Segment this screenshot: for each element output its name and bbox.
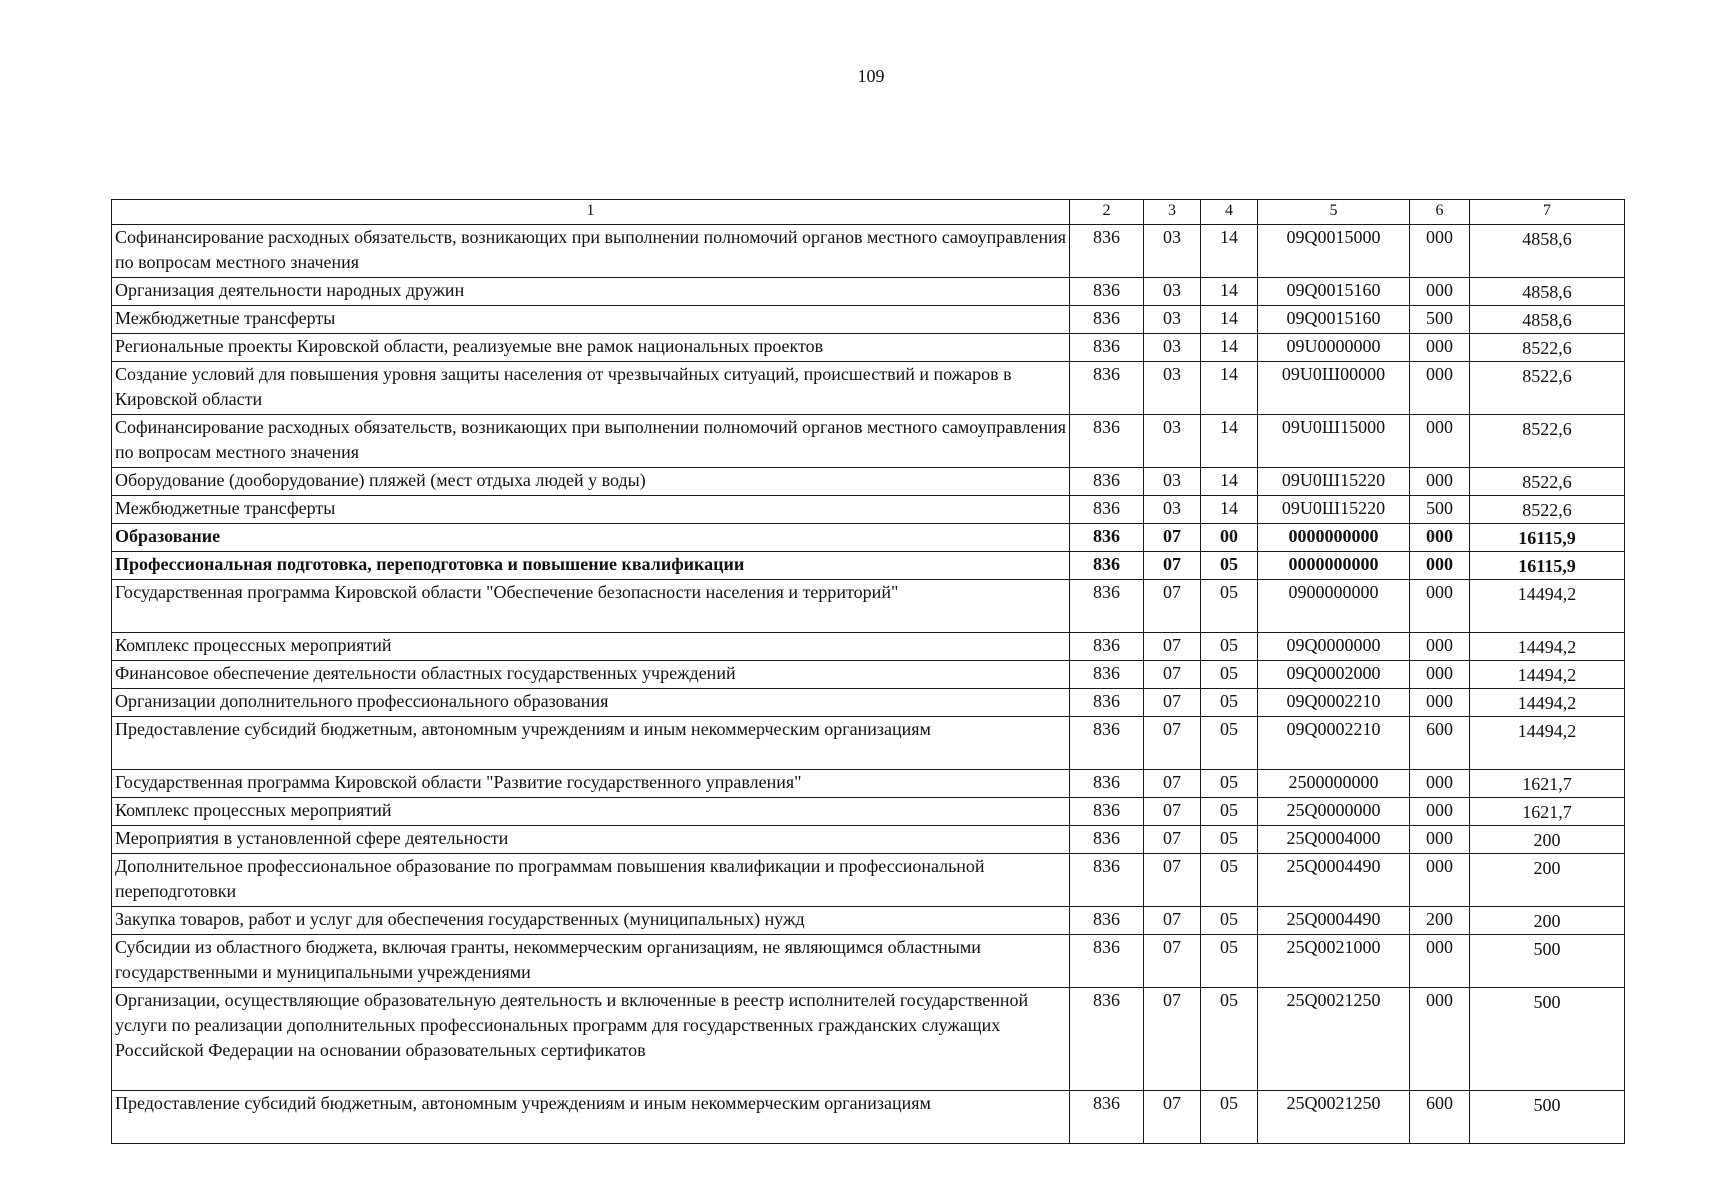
row-cell-3: 07 bbox=[1144, 1091, 1201, 1144]
table-row bbox=[112, 225, 1625, 278]
row-cell-5: 25Q0021000 bbox=[1258, 935, 1410, 988]
row-cell-6: 000 bbox=[1410, 468, 1470, 496]
row-cell-5: 25Q0004490 bbox=[1258, 907, 1410, 935]
table-row bbox=[112, 717, 1625, 770]
table-row bbox=[112, 334, 1625, 362]
table-row bbox=[112, 1091, 1625, 1144]
table-row bbox=[112, 415, 1625, 468]
row-name-cell: Дополнительное профессиональное образование по программам повышения квалификации и профессиональной переподготовки bbox=[112, 854, 1070, 907]
row-cell-6: 200 bbox=[1410, 907, 1470, 935]
row-cell-4: 14 bbox=[1201, 225, 1258, 278]
row-cell-5: 09Q0015160 bbox=[1258, 306, 1410, 334]
row-cell-4: 05 bbox=[1201, 552, 1258, 580]
row-cell-3: 03 bbox=[1144, 468, 1201, 496]
row-name-cell: Межбюджетные трансферты bbox=[112, 306, 1070, 334]
row-cell-3: 07 bbox=[1144, 770, 1201, 798]
row-cell-3: 07 bbox=[1144, 524, 1201, 552]
row-cell-2: 836 bbox=[1070, 552, 1144, 580]
row-cell-2: 836 bbox=[1070, 334, 1144, 362]
row-amount-cell: 14494,2 bbox=[1470, 689, 1625, 717]
row-cell-2: 836 bbox=[1070, 907, 1144, 935]
row-cell-5: 09Q0015000 bbox=[1258, 225, 1410, 278]
row-cell-3: 07 bbox=[1144, 826, 1201, 854]
row-cell-2: 836 bbox=[1070, 826, 1144, 854]
row-name-cell: Организации, осуществляющие образовательную деятельность и включенные в реестр исполнителей государственной услуги по реализации дополнительных профессиональных программ для государственных гражданских служащих Российской Федерации на основании образовательных сертификатов bbox=[112, 988, 1070, 1091]
row-cell-3: 07 bbox=[1144, 988, 1201, 1091]
row-amount-cell: 14494,2 bbox=[1470, 580, 1625, 633]
row-cell-2: 836 bbox=[1070, 225, 1144, 278]
row-name-cell: Образование bbox=[112, 524, 1070, 552]
column-header-3: 3 bbox=[1144, 200, 1201, 225]
row-name-cell: Межбюджетные трансферты bbox=[112, 496, 1070, 524]
row-cell-2: 836 bbox=[1070, 717, 1144, 770]
table-row bbox=[112, 907, 1625, 935]
row-cell-3: 07 bbox=[1144, 580, 1201, 633]
page-number: 109 bbox=[857, 66, 885, 86]
row-cell-6: 000 bbox=[1410, 798, 1470, 826]
row-cell-4: 14 bbox=[1201, 468, 1258, 496]
row-cell-5: 25Q0021250 bbox=[1258, 1091, 1410, 1144]
row-cell-4: 14 bbox=[1201, 415, 1258, 468]
row-name-cell: Региональные проекты Кировской области, реализуемые вне рамок национальных проектов bbox=[112, 334, 1070, 362]
column-header-2: 2 bbox=[1070, 200, 1144, 225]
column-header-1: 1 bbox=[112, 200, 1070, 225]
row-amount-cell: 14494,2 bbox=[1470, 717, 1625, 770]
row-cell-2: 836 bbox=[1070, 524, 1144, 552]
row-name-cell: Мероприятия в установленной сфере деятельности bbox=[112, 826, 1070, 854]
row-cell-2: 836 bbox=[1070, 415, 1144, 468]
row-cell-6: 000 bbox=[1410, 826, 1470, 854]
row-cell-2: 836 bbox=[1070, 854, 1144, 907]
row-name-cell: Комплекс процессных мероприятий bbox=[112, 798, 1070, 826]
row-amount-cell: 500 bbox=[1470, 1091, 1625, 1144]
row-cell-4: 05 bbox=[1201, 580, 1258, 633]
row-cell-5: 0900000000 bbox=[1258, 580, 1410, 633]
row-cell-2: 836 bbox=[1070, 306, 1144, 334]
row-cell-6: 000 bbox=[1410, 854, 1470, 907]
column-header-4: 4 bbox=[1201, 200, 1258, 225]
row-cell-5: 09Q0000000 bbox=[1258, 633, 1410, 661]
row-cell-2: 836 bbox=[1070, 1091, 1144, 1144]
table-row bbox=[112, 362, 1625, 415]
table-row bbox=[112, 935, 1625, 988]
row-cell-6: 000 bbox=[1410, 552, 1470, 580]
row-cell-6: 600 bbox=[1410, 1091, 1470, 1144]
row-cell-3: 07 bbox=[1144, 854, 1201, 907]
table-row bbox=[112, 826, 1625, 854]
row-amount-cell: 4858,6 bbox=[1470, 225, 1625, 278]
row-cell-3: 03 bbox=[1144, 278, 1201, 306]
row-name-cell: Софинансирование расходных обязательств, возникающих при выполнении полномочий органов местного самоуправления по вопросам местного значения bbox=[112, 225, 1070, 278]
row-name-cell: Государственная программа Кировской области "Развитие государственного управления" bbox=[112, 770, 1070, 798]
row-name-cell: Предоставление субсидий бюджетным, автономным учреждениям и иным некоммерческим организациям bbox=[112, 1091, 1070, 1144]
row-cell-3: 07 bbox=[1144, 689, 1201, 717]
row-cell-4: 05 bbox=[1201, 661, 1258, 689]
row-cell-4: 05 bbox=[1201, 717, 1258, 770]
row-amount-cell: 200 bbox=[1470, 854, 1625, 907]
row-cell-3: 03 bbox=[1144, 225, 1201, 278]
row-cell-5: 25Q0000000 bbox=[1258, 798, 1410, 826]
table-row bbox=[112, 496, 1625, 524]
row-amount-cell: 200 bbox=[1470, 907, 1625, 935]
table-row bbox=[112, 552, 1625, 580]
row-amount-cell: 4858,6 bbox=[1470, 306, 1625, 334]
row-amount-cell: 500 bbox=[1470, 935, 1625, 988]
row-amount-cell: 8522,6 bbox=[1470, 468, 1625, 496]
row-cell-4: 14 bbox=[1201, 278, 1258, 306]
row-cell-3: 07 bbox=[1144, 935, 1201, 988]
row-cell-2: 836 bbox=[1070, 689, 1144, 717]
row-cell-5: 09U0Ш15000 bbox=[1258, 415, 1410, 468]
row-cell-4: 14 bbox=[1201, 334, 1258, 362]
row-cell-6: 000 bbox=[1410, 633, 1470, 661]
row-cell-5: 09Q0002210 bbox=[1258, 717, 1410, 770]
row-cell-2: 836 bbox=[1070, 661, 1144, 689]
table-row bbox=[112, 306, 1625, 334]
row-cell-3: 03 bbox=[1144, 362, 1201, 415]
row-amount-cell: 1621,7 bbox=[1470, 770, 1625, 798]
row-name-cell: Организации дополнительного профессионального образования bbox=[112, 689, 1070, 717]
row-cell-3: 07 bbox=[1144, 633, 1201, 661]
row-cell-5: 09U0000000 bbox=[1258, 334, 1410, 362]
row-cell-6: 000 bbox=[1410, 580, 1470, 633]
row-amount-cell: 500 bbox=[1470, 988, 1625, 1091]
row-cell-2: 836 bbox=[1070, 770, 1144, 798]
row-name-cell: Создание условий для повышения уровня защиты населения от чрезвычайных ситуаций, происшествий и пожаров в Кировской области bbox=[112, 362, 1070, 415]
row-cell-5: 2500000000 bbox=[1258, 770, 1410, 798]
row-cell-6: 000 bbox=[1410, 770, 1470, 798]
row-cell-2: 836 bbox=[1070, 633, 1144, 661]
row-cell-4: 05 bbox=[1201, 798, 1258, 826]
row-cell-3: 03 bbox=[1144, 334, 1201, 362]
budget-table bbox=[111, 199, 1625, 1144]
row-cell-5: 09Q0015160 bbox=[1258, 278, 1410, 306]
row-cell-5: 09Q0002210 bbox=[1258, 689, 1410, 717]
row-cell-4: 14 bbox=[1201, 306, 1258, 334]
row-cell-5: 0000000000 bbox=[1258, 552, 1410, 580]
row-cell-5: 25Q0021250 bbox=[1258, 988, 1410, 1091]
row-cell-5: 0000000000 bbox=[1258, 524, 1410, 552]
row-cell-3: 03 bbox=[1144, 415, 1201, 468]
row-amount-cell: 1621,7 bbox=[1470, 798, 1625, 826]
row-cell-3: 07 bbox=[1144, 661, 1201, 689]
row-cell-5: 09U0Ш00000 bbox=[1258, 362, 1410, 415]
row-cell-4: 05 bbox=[1201, 689, 1258, 717]
row-name-cell: Комплекс процессных мероприятий bbox=[112, 633, 1070, 661]
row-cell-6: 000 bbox=[1410, 362, 1470, 415]
row-cell-2: 836 bbox=[1070, 935, 1144, 988]
row-cell-6: 000 bbox=[1410, 988, 1470, 1091]
column-header-6: 6 bbox=[1410, 200, 1470, 225]
row-cell-4: 00 bbox=[1201, 524, 1258, 552]
row-cell-6: 500 bbox=[1410, 496, 1470, 524]
row-cell-3: 03 bbox=[1144, 306, 1201, 334]
row-name-cell: Оборудование (дооборудование) пляжей (мест отдыха людей у воды) bbox=[112, 468, 1070, 496]
row-cell-4: 05 bbox=[1201, 935, 1258, 988]
table-row bbox=[112, 798, 1625, 826]
row-cell-4: 14 bbox=[1201, 496, 1258, 524]
table-row bbox=[112, 770, 1625, 798]
row-cell-4: 05 bbox=[1201, 988, 1258, 1091]
row-name-cell: Субсидии из областного бюджета, включая гранты, некоммерческим организациям, не являющимся областными государственными и муниципальными учреждениями bbox=[112, 935, 1070, 988]
row-cell-5: 09U0Ш15220 bbox=[1258, 468, 1410, 496]
row-amount-cell: 14494,2 bbox=[1470, 661, 1625, 689]
column-header-5: 5 bbox=[1258, 200, 1410, 225]
table-row bbox=[112, 854, 1625, 907]
row-cell-4: 05 bbox=[1201, 826, 1258, 854]
row-name-cell: Государственная программа Кировской области "Обеспечение безопасности населения и территорий" bbox=[112, 580, 1070, 633]
row-name-cell: Финансовое обеспечение деятельности областных государственных учреждений bbox=[112, 661, 1070, 689]
row-cell-3: 07 bbox=[1144, 552, 1201, 580]
row-amount-cell: 8522,6 bbox=[1470, 496, 1625, 524]
table-row bbox=[112, 689, 1625, 717]
row-cell-3: 07 bbox=[1144, 798, 1201, 826]
row-cell-4: 05 bbox=[1201, 1091, 1258, 1144]
row-cell-4: 05 bbox=[1201, 770, 1258, 798]
table-row bbox=[112, 988, 1625, 1091]
row-cell-6: 000 bbox=[1410, 225, 1470, 278]
row-cell-6: 000 bbox=[1410, 415, 1470, 468]
row-cell-2: 836 bbox=[1070, 798, 1144, 826]
header-row bbox=[112, 200, 1625, 225]
row-amount-cell: 16115,9 bbox=[1470, 524, 1625, 552]
row-amount-cell: 200 bbox=[1470, 826, 1625, 854]
row-cell-2: 836 bbox=[1070, 988, 1144, 1091]
row-amount-cell: 8522,6 bbox=[1470, 415, 1625, 468]
row-cell-2: 836 bbox=[1070, 278, 1144, 306]
row-name-cell: Профессиональная подготовка, переподготовка и повышение квалификации bbox=[112, 552, 1070, 580]
row-cell-5: 25Q0004490 bbox=[1258, 854, 1410, 907]
row-name-cell: Софинансирование расходных обязательств, возникающих при выполнении полномочий органов местного самоуправления по вопросам местного значения bbox=[112, 415, 1070, 468]
row-cell-4: 05 bbox=[1201, 854, 1258, 907]
table-row bbox=[112, 278, 1625, 306]
table-row bbox=[112, 524, 1625, 552]
row-cell-4: 05 bbox=[1201, 907, 1258, 935]
row-cell-4: 14 bbox=[1201, 362, 1258, 415]
table-row bbox=[112, 580, 1625, 633]
row-amount-cell: 8522,6 bbox=[1470, 334, 1625, 362]
table-row bbox=[112, 633, 1625, 661]
row-cell-6: 600 bbox=[1410, 717, 1470, 770]
row-cell-6: 000 bbox=[1410, 524, 1470, 552]
row-cell-6: 000 bbox=[1410, 661, 1470, 689]
row-amount-cell: 16115,9 bbox=[1470, 552, 1625, 580]
row-name-cell: Предоставление субсидий бюджетным, автономным учреждениям и иным некоммерческим организациям bbox=[112, 717, 1070, 770]
row-amount-cell: 14494,2 bbox=[1470, 633, 1625, 661]
table-row bbox=[112, 468, 1625, 496]
column-header-7: 7 bbox=[1470, 200, 1625, 225]
row-cell-6: 000 bbox=[1410, 689, 1470, 717]
row-name-cell: Организация деятельности народных дружин bbox=[112, 278, 1070, 306]
row-cell-5: 25Q0004000 bbox=[1258, 826, 1410, 854]
row-cell-4: 05 bbox=[1201, 633, 1258, 661]
row-cell-6: 000 bbox=[1410, 935, 1470, 988]
row-cell-6: 000 bbox=[1410, 278, 1470, 306]
row-amount-cell: 4858,6 bbox=[1470, 278, 1625, 306]
row-cell-3: 07 bbox=[1144, 907, 1201, 935]
table-row bbox=[112, 661, 1625, 689]
row-name-cell: Закупка товаров, работ и услуг для обеспечения государственных (муниципальных) нужд bbox=[112, 907, 1070, 935]
row-amount-cell: 8522,6 bbox=[1470, 362, 1625, 415]
row-cell-2: 836 bbox=[1070, 580, 1144, 633]
row-cell-3: 03 bbox=[1144, 496, 1201, 524]
row-cell-5: 09Q0002000 bbox=[1258, 661, 1410, 689]
row-cell-3: 07 bbox=[1144, 717, 1201, 770]
row-cell-2: 836 bbox=[1070, 468, 1144, 496]
row-cell-5: 09U0Ш15220 bbox=[1258, 496, 1410, 524]
row-cell-2: 836 bbox=[1070, 362, 1144, 415]
row-cell-2: 836 bbox=[1070, 496, 1144, 524]
row-cell-6: 000 bbox=[1410, 334, 1470, 362]
row-cell-6: 500 bbox=[1410, 306, 1470, 334]
